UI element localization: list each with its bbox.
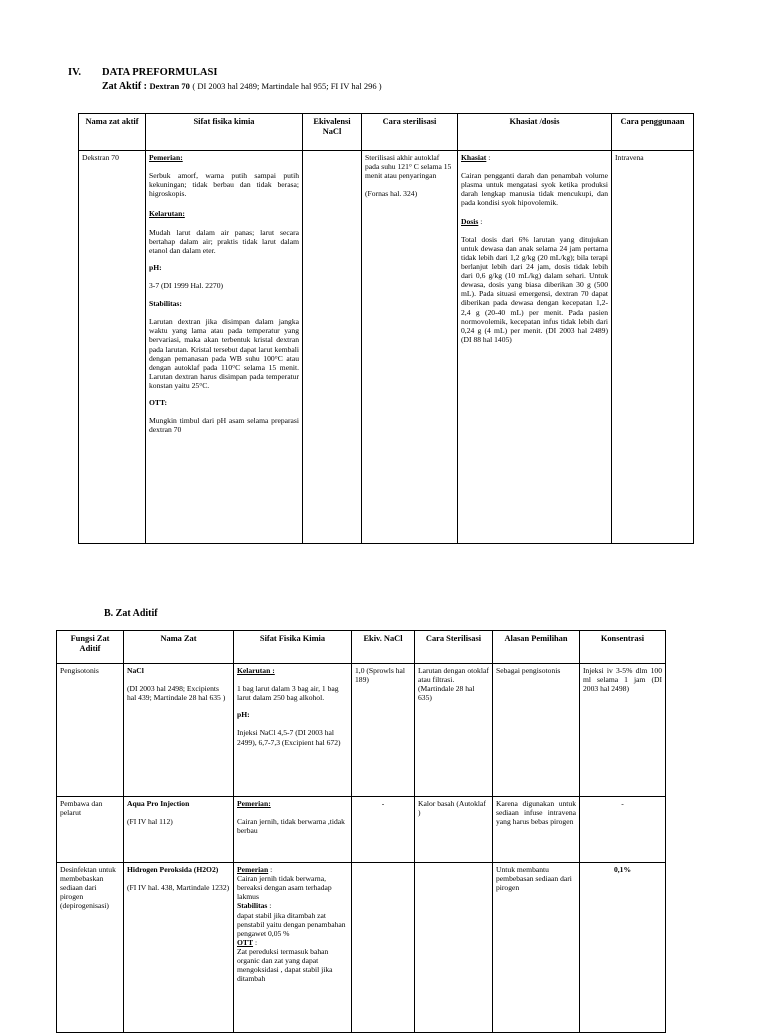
active-ingredient-table	[78, 113, 694, 544]
nama-zat: Hidrogen Peroksida (H2O2)	[127, 865, 219, 874]
sifat-text: Cairan jernih, tidak berwarna ,tidak berbau	[237, 817, 345, 836]
nama-zat: Aqua Pro Injection	[127, 799, 190, 808]
zat-aktif-label: Zat Aktif :	[102, 81, 147, 92]
cell-ekiv: 1,0 (Sprowls hal 189)	[352, 664, 415, 797]
cell-nama	[124, 664, 234, 797]
zat-aktif-refs: ( DI 2003 hal 2489; Martindale hal 955; FI IV hal 296 )	[192, 81, 382, 91]
cell-penggunaan: Intravena	[612, 151, 694, 544]
cell-sifat	[146, 151, 303, 544]
khasiat-text: Cairan pengganti darah dan penambah volume plasma untuk mengatasi syok ketika produksi darah lengkap manusia tidak mencukupi, dan pada kondisi syok hipovolemik.	[461, 171, 608, 208]
zat-aktif-line	[102, 81, 382, 92]
cell-sifat	[234, 664, 352, 797]
cell-sterilisasi: Kalor basah (Autoklaf )	[415, 797, 493, 863]
sifat-label: OTT	[237, 937, 254, 947]
cell-fungsi: Desinfektan untuk membebaskan sediaan dari pirogen (depirogenisasi)	[57, 863, 124, 1033]
table-header-row	[57, 631, 666, 664]
cell-sterilisasi	[415, 863, 493, 1033]
cell-konsentrasi: -	[580, 797, 666, 863]
table-row	[57, 863, 666, 1033]
cell-alasan: Untuk membantu pembebasan sediaan dari pirogen	[493, 863, 580, 1033]
pemerian-text: Serbuk amorf, warna putih sampai putih kekuningan; tidak berbau dan tidak berasa; higroskopis.	[149, 171, 299, 199]
cell-alasan: Karena digunakan untuk sediaan infuse intravena yang harus bebas pirogen	[493, 797, 580, 863]
nama-ref: (FI IV hal. 438, Martindale 1232)	[127, 883, 230, 893]
sifat-label: Pemerian:	[237, 799, 271, 808]
sifat-text: Zat pereduksi termasuk bahan organic dan zat yang dapat mengoksidasi , dapat stabil jika ditambah	[237, 946, 333, 984]
sifat-text: dapat stabil jika ditambah zat penstabil yaitu dengan penambahan pengawet 0,05 %	[237, 910, 346, 938]
ph-text: 3-7 (DI 1999 Hal. 2270)	[149, 280, 224, 290]
cell-konsentrasi: 0,1%	[580, 863, 666, 1033]
col-header: Konsentrasi	[580, 631, 666, 664]
cell-sifat	[234, 797, 352, 863]
stabilitas-label: Stabilitas:	[149, 299, 182, 309]
cell-alasan: Sebagai pengisotonis	[493, 664, 580, 797]
khasiat-label: Khasiat	[461, 153, 487, 162]
table-row	[57, 797, 666, 863]
cell-khasiat: Khasiat : Cairan pengganti darah dan penambah volume plasma untuk mengatasi syok ketika produksi darah lengkap manusia tidak mencukupi, dan pada kondisi syok hipovolemik. Dosis : Total dosis dari 6% larutan yang ditujukan untuk dewasa dan anak selama 24 jam pertama tidak lebih dari 1,2 g/kg (20 mL/kg); bila terapi berlanjut lebih dari 24 jam, dosis tidak lebih dari 0,6 g/kg (10 mL/kg) dalam sehari. Untuk dewasa, dosis yang biasa diberikan 30 g (500 mL). Pada situasi emergensi, dextran 70 dapat diberikan pada dewasa dengan kecepatan 1,2-2,4 g (20-40 mL) per menit. Pada pasien normovolemik, kecepatan infus tidak lebih dari 0,24 g (4 mL) per menit. (DI 2003 hal 2489) (DI 88 hal 1405)	[458, 151, 612, 544]
cell-ekiv: -	[352, 797, 415, 863]
section-b-title: B. Zat Aditif	[104, 608, 158, 619]
cell-sterilisasi	[362, 151, 458, 544]
cell-fungsi: Pengisotonis	[57, 664, 124, 797]
cell-nama	[124, 863, 234, 1033]
col-header: Khasiat /dosis	[458, 114, 612, 151]
additive-table	[56, 630, 666, 1033]
col-header: Cara sterilisasi	[362, 114, 458, 151]
sifat-label: Stabilitas	[237, 901, 268, 911]
sifat-label: Pemerian	[237, 865, 269, 874]
col-header: Ekivalensi NaCl	[303, 114, 362, 151]
dosis-text: Total dosis dari 6% larutan yang ditujukan untuk dewasa dan anak selama 24 jam pertama tidak lebih dari 1,2 g/kg (20 mL/kg); bila terapi berlanjut lebih dari 24 jam, dosis tidak lebih dari 0,6 g/kg (10 mL/kg) dalam sehari. Untuk dewasa, dosis yang biasa diberikan 30 g (500 mL). Pada situasi emergensi, dextran 70 dapat diberikan pada dewasa dengan kecepatan 1,2-2,4 g (20-40 mL) per menit. Pada pasien normovolemik, kecepatan infus tidak lebih dari 0,24 g (4 mL) per menit. (DI 2003 hal 2489) (DI 88 hal 1405)	[461, 234, 608, 344]
col-header: Cara penggunaan	[612, 114, 694, 151]
col-header: Nama Zat	[124, 631, 234, 664]
col-header: Sifat Fisika Kimia	[234, 631, 352, 664]
col-header: Fungsi Zat Aditif	[57, 631, 124, 664]
pemerian-label: Pemerian:	[149, 153, 183, 162]
cell-fungsi: Pembawa dan pelarut	[57, 797, 124, 863]
kelarutan-text: Mudah larut dalam air panas; larut secara bertahap dalam air; praktis tidak larut dalam etanol dan dalam eter.	[149, 227, 299, 255]
sterilisasi-ref: (Fornas hal. 324)	[365, 189, 418, 199]
col-header: Ekiv. NaCl	[352, 631, 415, 664]
cell-ekivalensi	[303, 151, 362, 544]
sterilisasi-text: Sterilisasi akhir autoklaf pada suhu 121° C selama 15 menit atau penyaringan	[365, 153, 452, 181]
kelarutan-label: Kelarutan:	[149, 209, 185, 219]
sifat-text: Injeksi NaCl 4,5-7 (DI 2003 hal 2499), 6,7-7,3 (Excipient hal 672)	[237, 728, 341, 747]
sifat-text: Cairan jernih tidak berwarna, bereaksi dengan asam terhadap lakmus	[237, 874, 332, 902]
table-header-row	[79, 114, 694, 151]
cell-nama	[124, 797, 234, 863]
col-header: Alasan Pemilihan	[493, 631, 580, 664]
sifat-text: 1 bag larut dalam 3 bag air, 1 bag larut dalam 250 bag alkohol.	[237, 684, 339, 703]
ott-text: Mungkin timbul dari pH asam selama preparasi dextran 70	[149, 416, 299, 435]
cell-nama: Dekstran 70	[79, 151, 146, 544]
section-number: IV.	[68, 67, 81, 78]
cell-sterilisasi: Larutan dengan otoklaf atau filtrasi. (Martindale 28 hal 635)	[415, 664, 493, 797]
col-header: Sifat fisika kimia	[146, 114, 303, 151]
col-header: Cara Sterilisasi	[415, 631, 493, 664]
table-row	[57, 664, 666, 797]
col-header: Nama zat aktif	[79, 114, 146, 151]
ph-label: pH:	[149, 262, 162, 272]
table-row	[79, 151, 694, 544]
section-title: DATA PREFORMULASI	[102, 67, 218, 78]
ott-label: OTT:	[149, 398, 168, 408]
nama-zat: NaCl	[127, 666, 144, 675]
dosis-label: Dosis	[461, 216, 479, 226]
cell-sifat: Pemerian : Cairan jernih tidak berwarna, bereaksi dengan asam terhadap lakmus Stabilitas : dapat stabil jika ditambah zat penstabil yaitu dengan penambahan pengawet 0,05 % OTT : Zat pereduksi termasuk bahan organic dan zat yang dapat mengoksidasi , dapat stabil jika ditambah	[234, 863, 352, 1033]
nama-ref: (FI IV hal 112)	[127, 817, 173, 827]
sifat-label: pH:	[237, 710, 250, 720]
zat-aktif-name: Dextran 70	[149, 81, 190, 91]
stabilitas-text: Larutan dextran jika disimpan dalam jangka waktu yang lama atau pada temperatur yang bervariasi, maka akan terbentuk kristal dextran pada larutan. Kristal tersebut dapat larut kembali dengan pemanasan pada WB suhu 100°C atau dengan autoklaf pada 110°C selama 15 menit. Larutan dextran harus disimpan pada temperatur konstan yaitu 25°C.	[149, 317, 299, 390]
cell-ekiv	[352, 863, 415, 1033]
nama-ref: (DI 2003 hal 2498; Excipients hal 439; Martindale 28 hal 635 )	[127, 684, 226, 703]
sifat-label: Kelarutan :	[237, 666, 275, 675]
cell-konsentrasi: Injeksi iv 3-5% dlm 100 ml selama 1 jam (DI 2003 hal 2498)	[580, 664, 666, 797]
